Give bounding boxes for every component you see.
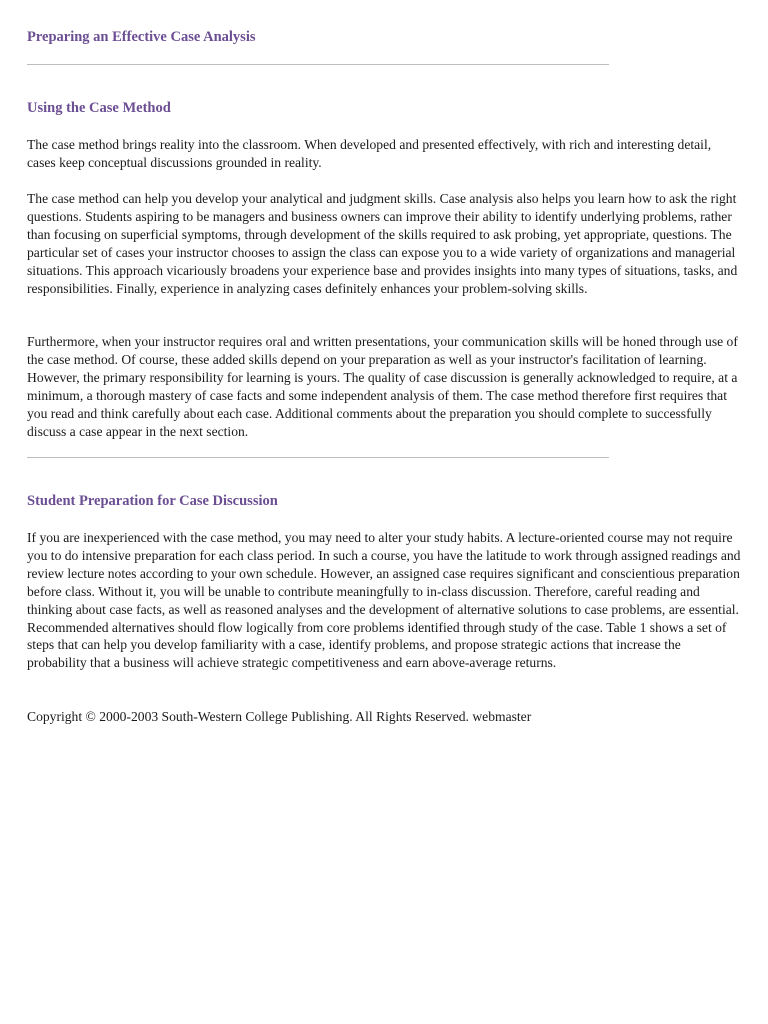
paragraph: The case method can help you develop your analytical and judgment skills. Case analysis also helps you learn how to ask the right questions. Students aspiring to be managers and business owners can improve their ability to identify underlying problems, rather than focusing on superficial symptoms, through development of the skills required to ask probing, yet appropriate, questions. The particular set of cases your instructor chooses to assign the class can expose you to a wide variety of organizations and managerial situations. This approach vicariously broadens your experience base and provides insights into many types of situations, tasks, and responsibilities. Finally, experience in analyzing cases definitely enhances your problem-solving skills. xyxy=(27,191,738,296)
section-heading-using-case-method: Using the Case Method xyxy=(27,100,171,116)
section-divider xyxy=(27,457,609,458)
paragraph: The case method brings reality into the classroom. When developed and presented effectively, with rich and interesting detail, cases keep conceptual discussions grounded in reality. xyxy=(27,137,712,170)
paragraph: Furthermore, when your instructor requires oral and written presentations, your communication skills will be honed through use of the case method. Of course, these added skills depend on your preparation as well as your instructor's facilitation of learning. However, the primary responsibility for learning is yours. The quality of case discussion is generally acknowledged to require, at a minimum, a thorough mastery of case facts and some independent analysis of them. The case method therefore first requires that you read and think carefully about each case. Additional comments about the preparation you should complete to successfully discuss a case appear in the next section. xyxy=(27,334,738,439)
copyright-notice: Copyright © 2000-2003 South-Western College Publishing. All Rights Reserved. webmaster xyxy=(27,709,532,724)
section-heading-student-preparation: Student Preparation for Case Discussion xyxy=(27,493,278,509)
document-title: Preparing an Effective Case Analysis xyxy=(27,29,256,45)
title-divider xyxy=(27,64,609,65)
paragraph: If you are inexperienced with the case method, you may need to alter your study habits. A lecture-oriented course may not require you to do intensive preparation for each class period. In such a course, you have the latitude to work through assigned readings and review lecture notes according to your own schedule. However, an assigned case requires significant and conscientious preparation before class. Without it, you will be unable to contribute meaningfully to in-class discussion. Therefore, careful reading and thinking about case facts, as well as reasoned analyses and the development of alternative solutions to case problems, are essential. Recommended alternatives should flow logically from core problems identified through study of the case. Table 1 shows a set of steps that can help you develop familiarity with a case, identify problems, and propose strategic actions that increase the probability that a business will achieve strategic competitiveness and earn above-average returns. xyxy=(27,530,741,671)
